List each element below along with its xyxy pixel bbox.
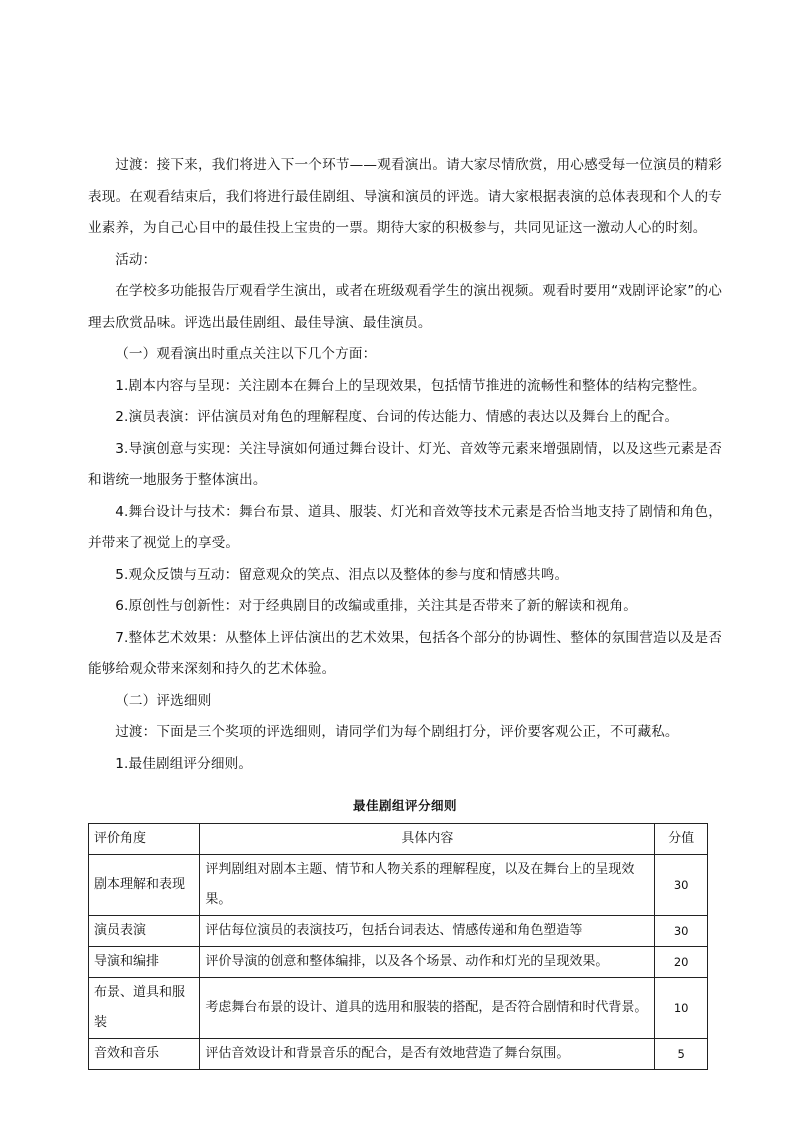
header-cell-angle: 评价角度 [89,824,200,855]
row-score-cell: 20 [655,947,708,978]
table-row [89,855,708,916]
row-content-cell: 考虑舞台布景的设计、道具的选用和服装的搭配，是否符合剧情和时代背景。 [200,978,655,1039]
row-score-cell: 10 [655,978,708,1039]
paragraph-activity-label: 活动： [115,251,157,268]
document-page [88,150,722,1070]
paragraph-transition-watch: 过渡：接下来，我们将进入下一个环节——观看演出。请大家尽情欣赏，用心感受每一位演员的精彩表现。在观看结束后，我们将进行最佳剧组、导演和演员的评选。请大家根据表演的总体表现和个人的专业素养，为自己心目中的最佳投上宝贵的一票。期待大家的积极参与，共同见证这一激动人心的时刻。 [88,157,722,236]
row-content-cell: 评估每位演员的表演技巧，包括台词表达、情感传递和角色塑造等 [200,916,655,947]
focus-item-6: 6.原创性与创新性：对于经典剧目的改编或重排，关注其是否带来了新的解读和视角。 [115,598,637,614]
focus-item-7: 7.整体艺术效果：从整体上评估演出的艺术效果，包括各个部分的协调性、整体的氛围营造以及是否能够给观众带来深刻和持久的艺术体验。 [88,629,722,677]
paragraph-activity-desc: 在学校多功能报告厅观看学生演出，或者在班级观看学生的演出视频。观看时要用“戏剧评论家”的心理去欣赏品味。评选出最佳剧组、最佳导演、最佳演员。 [88,283,722,331]
row-content-cell: 评估音效设计和背景音乐的配合，是否有效地营造了舞台氛围。 [200,1039,655,1070]
row-angle-cell: 导演和编排 [89,947,200,978]
focus-item-4: 4.舞台设计与技术：舞台布景、道具、服装、灯光和音效等技术元素是否恰当地支持了剧情和角色，并带来了视觉上的享受。 [88,503,722,551]
section-heading-rules: （二）评选细则 [115,692,212,709]
table-row [89,916,708,947]
focus-item-2: 2.演员表演：评估演员对角色的理解程度、台词的传达能力、情感的表达以及舞台上的配合。 [115,409,679,425]
row-score-cell: 5 [655,1039,708,1070]
table-row [89,1039,708,1070]
row-score-cell: 30 [655,855,708,916]
table-header-row [89,824,708,855]
row-content-cell: 评判剧组对剧本主题、情节和人物关系的理解程度，以及在舞台上的呈现效果。 [200,855,655,916]
table-caption: 最佳剧组评分细则 [352,798,457,813]
header-cell-content: 具体内容 [200,824,655,855]
row-angle-cell: 布景、道具和服装 [89,978,200,1039]
row-content-cell: 评价导演的创意和整体编排，以及各个场景、动作和灯光的呈现效果。 [200,947,655,978]
focus-item-3: 3.导演创意与实现：关注导演如何通过舞台设计、灯光、音效等元素来增强剧情，以及这些元素是否和谐统一地服务于整体演出。 [88,440,722,488]
paragraph-best-crew-intro: 1.最佳剧组评分细则。 [115,755,253,772]
scoring-table [88,823,708,1070]
row-angle-cell: 演员表演 [89,916,200,947]
focus-item-5: 5.观众反馈与互动：留意观众的笑点、泪点以及整体的参与度和情感共鸣。 [115,566,569,583]
row-angle-cell: 剧本理解和表现 [89,855,200,916]
paragraph-transition-rules: 过渡：下面是三个奖项的评选细则，请同学们为每个剧组打分，评价要客观公正，不可藏私。 [115,724,679,740]
table-row [89,978,708,1039]
table-row [89,947,708,978]
row-angle-cell: 音效和音乐 [89,1039,200,1070]
section-heading-focus: （一）观看演出时重点关注以下几个方面： [115,346,377,362]
focus-item-1: 1.剧本内容与呈现：关注剧本在舞台上的呈现效果，包括情节推进的流畅性和整体的结构完整性。 [115,377,706,394]
row-score-cell: 30 [655,916,708,947]
header-cell-score: 分值 [655,824,708,855]
